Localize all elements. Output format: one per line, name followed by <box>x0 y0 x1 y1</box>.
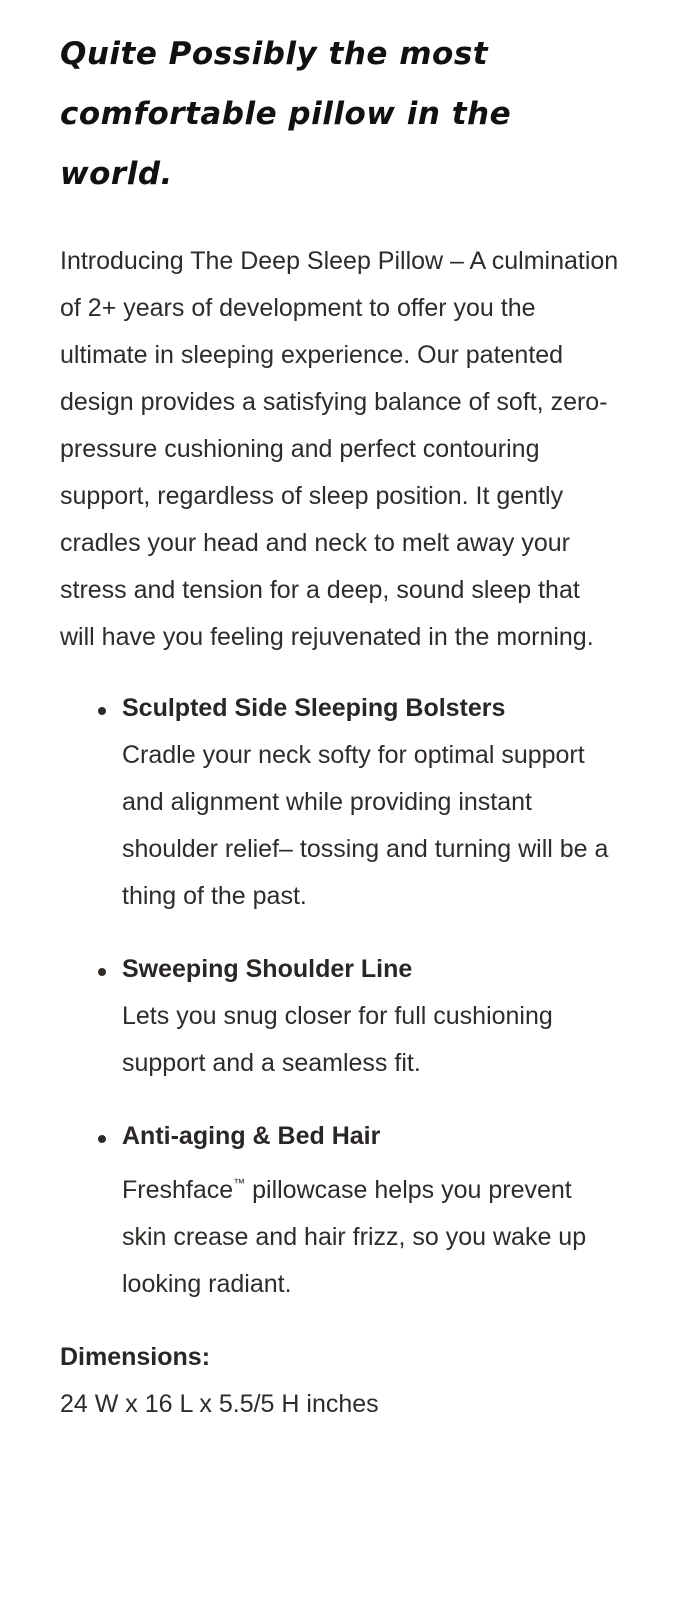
list-item <box>60 946 640 1087</box>
list-item <box>60 685 640 920</box>
feature-text-rest: pillowcase helps you prevent skin crease and hair frizz, so you wake up looking radiant. <box>122 1176 587 1298</box>
feature-list <box>60 685 640 1308</box>
feature-title: Sculpted Side Sleeping Bolsters <box>122 694 506 722</box>
headline: Quite Possibly the most comfortable pillow in the world. <box>60 36 512 192</box>
dimensions-value: 24 W x 16 L x 5.5/5 H inches <box>60 1390 379 1418</box>
intro-paragraph: Introducing The Deep Sleep Pillow – A culmination of 2+ years of development to offer you the ultimate in sleeping experience. Our patented design provides a satisfying balance of soft, zero-pressure cushioning and perfect contouring support, regardless of sleep position. It gently cradles your head and neck to melt away your stress and tension for a deep, sound sleep that will have you feeling rejuvenated in the morning. <box>60 247 619 651</box>
product-description <box>60 0 640 1428</box>
feature-title: Anti-aging & Bed Hair <box>122 1122 381 1150</box>
bullet-icon <box>98 968 106 976</box>
dimensions-label: Dimensions: <box>60 1343 211 1371</box>
feature-text <box>122 1160 622 1308</box>
bullet-icon <box>98 1135 106 1143</box>
list-item <box>60 1113 640 1308</box>
brand-name: Freshface <box>122 1176 234 1204</box>
feature-title: Sweeping Shoulder Line <box>122 955 413 983</box>
bullet-icon <box>98 707 106 715</box>
feature-text: Lets you snug closer for full cushioning support and a seamless fit. <box>122 1002 553 1077</box>
feature-text: Cradle your neck softy for optimal support and alignment while providing instant shoulder relief– tossing and turning will be a thing of the past. <box>122 741 609 910</box>
trademark-symbol: ™ <box>233 1176 246 1190</box>
